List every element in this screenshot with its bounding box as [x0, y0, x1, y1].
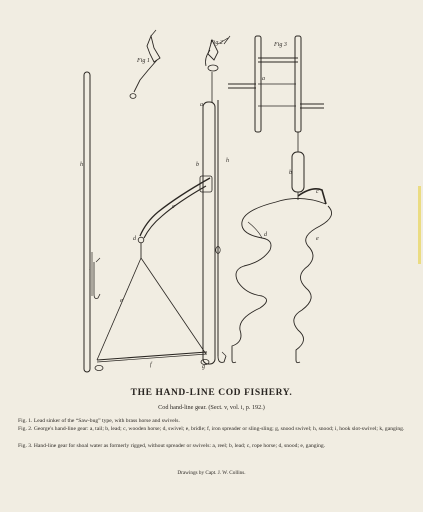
plate-title: THE HAND-LINE COD FISHERY. — [130, 388, 293, 398]
fig3-label: Fig 3 — [274, 42, 287, 48]
fig2-left-line — [84, 72, 100, 372]
fig3-label-b: b — [289, 170, 292, 176]
label-e: e — [120, 298, 123, 304]
label-d: d — [133, 236, 136, 242]
drawing-credit: Drawings by Capt. J. W. Collins. — [177, 470, 246, 476]
fig3-label-c: c — [316, 189, 319, 195]
fig3-reel — [228, 36, 324, 152]
fig3-ganging — [232, 198, 332, 362]
label-b: b — [196, 162, 199, 168]
caption-fig2: Fig. 2. George's hand-line gear: a, tail; b, lead; c, wooden horse; d, swivel; e, bridle; f, iron spreader or sling-sling; g, snood swivel; h, snood; i, hook slot-swivel; k, ganging. — [18, 426, 405, 432]
label-c: c — [172, 204, 175, 210]
fig3-lead — [292, 152, 326, 204]
fig2-right-line — [216, 100, 226, 362]
page-edge-tint — [418, 186, 421, 264]
fig3-label-e: e — [316, 236, 319, 242]
plate-subtitle: Cod hand-line gear. (Sect. v, vol. i, p. 192.) — [158, 404, 265, 411]
fig2-lead — [203, 36, 230, 364]
caption-fig3: Fig. 3. Hand-line gear for shoal water as formerly rigged, without spreader or swivels: a, reel; b, lead; c, rope horse; d, snood; e, ganging. — [18, 443, 326, 449]
fig1-label: Fig 1 — [137, 58, 150, 64]
fig2-label: Fig 2 — [210, 40, 223, 46]
label-g: g — [202, 364, 205, 370]
label-a: a — [200, 102, 203, 108]
fig1-sinker — [130, 30, 160, 98]
label-h-right: h — [226, 158, 229, 164]
caption-fig1: Fig. 1. Lead sinker of the “Saw-bug” type, with brass horse and swivels. — [18, 418, 180, 424]
label-i: i — [89, 266, 91, 272]
label-f: f — [150, 362, 152, 368]
fig3-label-a: a — [262, 76, 265, 82]
fig2-bridle — [95, 237, 209, 370]
fig3-label-d: d — [264, 232, 267, 238]
label-h: h — [80, 162, 83, 168]
fig2-horse — [140, 176, 212, 238]
